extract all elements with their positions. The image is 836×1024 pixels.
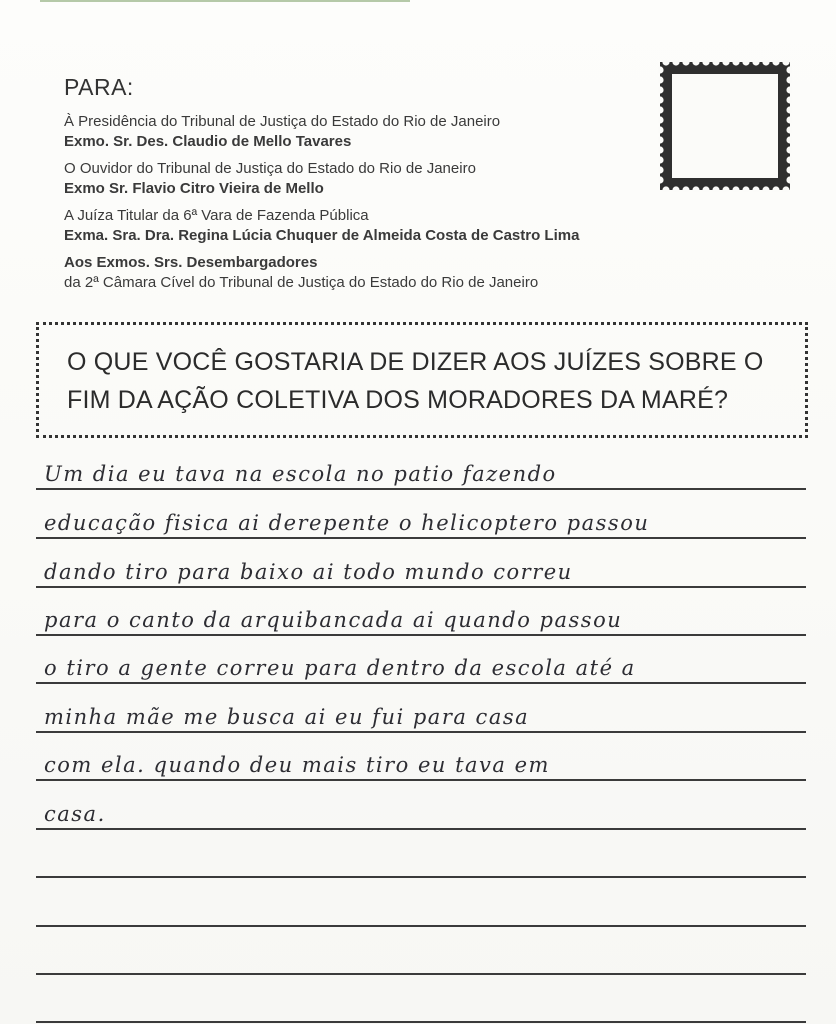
ruled-line [36,488,806,490]
ruled-line [36,828,806,830]
ruled-line [36,682,806,684]
ruled-line [36,731,806,733]
recipient-name: Exma. Sra. Dra. Regina Lúcia Chuquer de Almeida Costa de Castro Lima [64,227,580,244]
ruled-line [36,1021,806,1023]
question-line: FIM DA AÇÃO COLETIVA DOS MORADORES DA MARÉ? [67,386,729,414]
recipient-role: À Presidência do Tribunal de Justiça do Estado do Rio de Janeiro [64,113,501,130]
handwritten-line: minha mãe me busca ai eu fui para casa [44,705,530,729]
handwritten-line: casa. [44,802,106,826]
recipient-role: Aos Exmos. Srs. Desembargadores [64,254,318,271]
handwritten-line: com ela. quando deu mais tiro eu tava em [44,753,550,777]
handwritten-line: para o canto da arquibancada ai quando passou [44,608,623,632]
handwritten-line: dando tiro para baixo ai todo mundo correu [44,560,573,584]
ruled-line [36,586,806,588]
ruled-line [36,925,806,927]
recipient-name: da 2ª Câmara Cível do Tribunal de Justiça do Estado do Rio de Janeiro [64,274,539,291]
ruled-line [36,779,806,781]
ruled-line [36,876,806,878]
recipient-name: Exmo Sr. Flavio Citro Vieira de Mello [64,180,324,197]
ruled-line [36,634,806,636]
recipient-role: A Juíza Titular da 6ª Vara de Fazenda Pública [64,207,369,224]
ruled-line [36,973,806,975]
recipient-name: Exmo. Sr. Des. Claudio de Mello Tavares [64,133,352,150]
handwritten-line: o tiro a gente correu para dentro da escola até a [44,656,636,680]
handwritten-line: Um dia eu tava na escola no patio fazendo [44,462,557,486]
handwritten-line: educação fisica ai derepente o helicoptero passou [44,511,650,535]
page-title: PARA: [64,74,134,100]
ruled-line [36,537,806,539]
recipient-role: O Ouvidor do Tribunal de Justiça do Estado do Rio de Janeiro [64,160,476,177]
question-line: O QUE VOCÊ GOSTARIA DE DIZER AOS JUÍZES SOBRE O [67,348,764,376]
